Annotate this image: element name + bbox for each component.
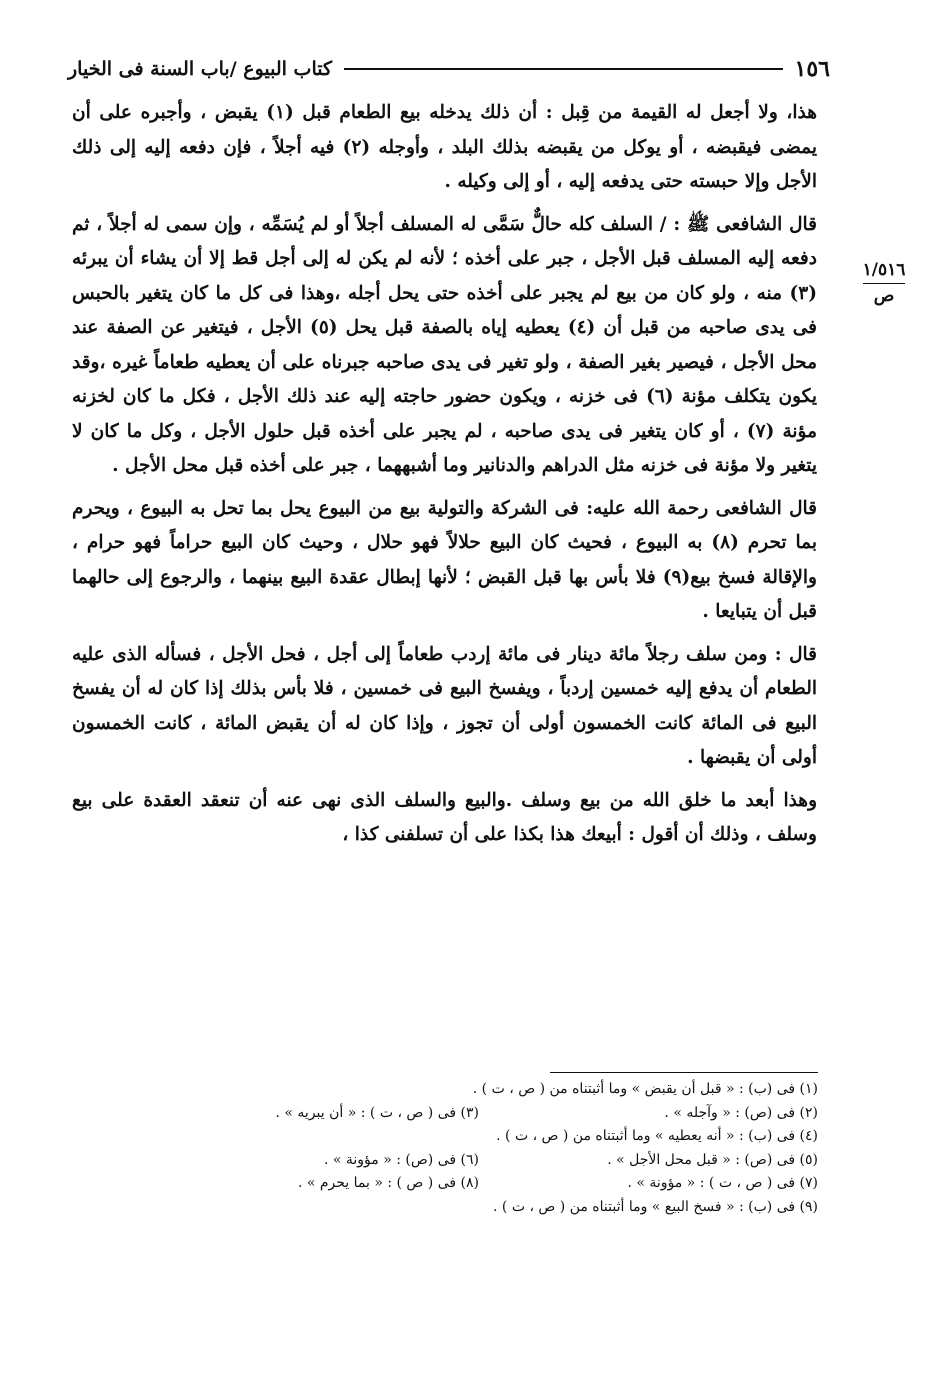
footnote: (٥) فى (ص) : « قبل محل الأجل » . <box>607 1151 818 1168</box>
main-text <box>72 96 817 853</box>
paragraph <box>72 784 817 853</box>
footnote-rule <box>550 1072 818 1073</box>
margin-reference <box>852 258 916 308</box>
footnote-row <box>140 1149 818 1173</box>
footnote: (٧) فى ( ص ، ت ) : « مؤونة » . <box>627 1175 818 1192</box>
speaker-label: قال الشافعى ﷺ <box>687 213 817 235</box>
paragraph-text: : ومن سلف رجلاً مائة دينار فى مائة إردب طعاماً إلى أجل ، فحل الأجل ، فسأله الذى عليه الطعام أن يدفع إليه خمسين إردباً ، ويفسخ البيع فى خمسين ، فلا بأس بذلك إذا كان له أن يفسخ البيع فى المائة كانت الخمسون أولى أن تجوز ، وإذا كان له أن يقبض المائة ، كانت الخمسون أولى أن يقبضها . <box>72 643 817 768</box>
footnote: (٤) فى (ب) : « أنه يعطيه » وما أثبتناه من ( ص ، ت ) . <box>496 1128 818 1145</box>
footnote-row <box>140 1172 818 1196</box>
margin-reference-manuscript: ص <box>873 286 895 306</box>
paragraph <box>72 492 817 630</box>
paragraph-text: وهذا أبعد ما خلق الله من بيع وسلف .والبيع والسلف الذى نهى عنه أن تنعقد العقدة على بيع وسلف ، وذلك أن أقول : أبيعك هذا بكذا على أن تسلفنى كذا ، <box>72 789 817 845</box>
footnote: (٢) فى (ص) : « وآجله » . <box>664 1104 818 1121</box>
footnote-row <box>140 1102 818 1126</box>
footnote: (١) فى (ب) : « قبل أن يقبض » وما أثبتناه من ( ص ، ت ) . <box>472 1081 818 1097</box>
footnotes <box>140 1078 818 1220</box>
paragraph-text: هذا، ولا أجعل له القيمة من قِبل : أن ذلك يدخله بيع الطعام قبل (١) يقبض ، وأجبره على أن يمضى فيقبضه ، أو يوكل من يقبضه بذلك البلد ، وأوجله (٢) فيه أجلاً ، فإن دفعه إليه إلى ذلك الأجل وإلا حبسته حتى يدفعه إليه ، أو إلى وكيله . <box>72 102 817 192</box>
paragraph <box>72 208 817 484</box>
header-rule <box>344 68 783 70</box>
header-title: كتاب البيوع /باب السنة فى الخيار <box>68 58 333 80</box>
footnote: (٦) فى (ص) : « مؤونة » . <box>323 1151 479 1168</box>
margin-reference-number: ١/٥١٦ <box>863 258 906 284</box>
paragraph-text: رحمة الله عليه: فى الشركة والتولية بيع من البيوع يحل بما تحل به البيوع ، ويحرم بما تحرم (٨) به البيوع ، فحيث كان البيع حلالاً فهو حلال ، وحيث كان البيع حراماً فهو حرام ، والإقالة فسخ بيع(٩) فلا بأس بها قبل القبض ؛ لأنها إبطال عقدة البيع بينهما ، والرجوع إلى حالهما قبل أن يتبايعا . <box>72 497 817 622</box>
page-number: ١٥٦ <box>794 56 830 82</box>
footnote: (٣) فى ( ص ، ت ) : « أن يبريه » . <box>275 1104 479 1121</box>
running-header <box>68 52 830 86</box>
footnote: (٨) فى ( ص ) : « بما يحرم » . <box>297 1175 479 1192</box>
speaker-label: قال الشافعى <box>715 497 817 519</box>
footnote: (٩) فى (ب) : « فسخ البيع » وما أثبتناه من ( ص ، ت ) . <box>493 1198 818 1215</box>
speaker-label: قال <box>789 643 817 665</box>
paragraph <box>72 638 817 776</box>
paragraph-text: : / السلف كله حالٌّ سَمَّى له المسلف أجلاً أو لم يُسَمِّه ، وإن سمى له أجلاً ، ثم دفعه إليه المسلف قبل الأجل ، جبر على أخذه ؛ لأنه لم يكن له إلى أجل قط إلا أن يشاء أن يبرئه (٣) منه ، ولو كان من بيع لم يجبر على أخذه حتى يحل أجله ،وهذا فى كل ما كان يتغير بالحبس فى يدى صاحبه من قبل أن (٤) يعطيه إياه بالصفة قبل يحل (٥) الأجل ، فيتغير عن الصفة عند محل الأجل ، فيصير بغير الصفة ، ولو تغير فى يدى صاحبه جبرناه على أن يعطيه طعاماً غيره ،وقد يكون يتكلف مؤنة (٦) فى خزنه ، ويكون حضور حاجته إليه عند ذلك الأجل ، فكل ما كان لخزنه مؤنة (٧) ، أو كان يتغير فى يدى صاحبه ، لم يجبر على أخذه قبل حلول الأجل ، وكل ما كان لا يتغير ولا مؤنة فى خزنه مثل الدراهم والدنانير وما أشبههما ، جبر على أخذه قبل محل الأجل . <box>72 213 818 476</box>
paragraph <box>72 96 817 200</box>
